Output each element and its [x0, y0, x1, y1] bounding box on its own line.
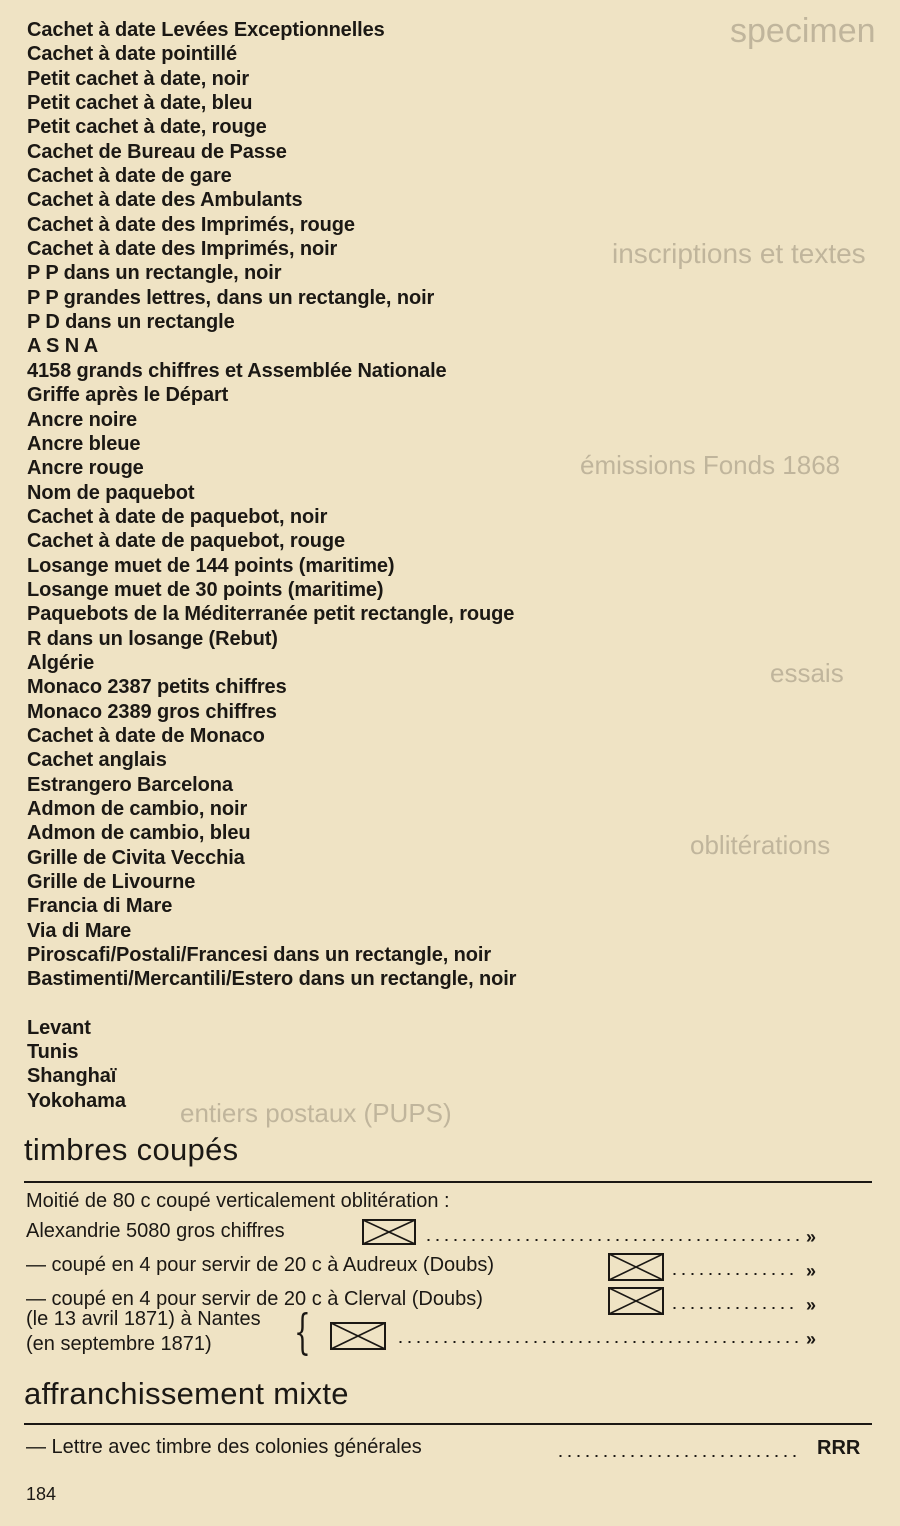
list-item: Grille de Civita Vecchia — [27, 846, 245, 869]
list-spacer — [27, 992, 516, 1016]
list-item: A S N A — [27, 335, 99, 358]
dot-leader — [670, 1307, 799, 1309]
show-through-text: oblitérations — [690, 830, 831, 860]
show-through-text: entiers postaux (PUPS) — [180, 1098, 452, 1128]
list-item: P P dans un rectangle, noir — [27, 262, 282, 285]
list-item: Yokohama — [27, 1089, 126, 1112]
list-item: Cachet à date des Ambulants — [27, 189, 303, 212]
brace-glyph: { — [294, 1304, 311, 1360]
coupes-row-alexandrie: Alexandrie 5080 gros chiffres — [26, 1220, 285, 1242]
show-through-text: essais — [770, 658, 844, 688]
coupes-row-nantes-date2: (en septembre 1871) — [26, 1333, 212, 1355]
list-item: Petit cachet à date, bleu — [27, 92, 253, 115]
list-item: R dans un losange (Rebut) — [27, 627, 278, 650]
stamp-box-icon — [608, 1253, 662, 1279]
list-item: P D dans un rectangle — [27, 311, 235, 334]
section-rule — [24, 1181, 872, 1183]
list-item: P P grandes lettres, dans un rectangle, noir — [27, 286, 435, 309]
price-ditto: » — [806, 1329, 817, 1349]
show-through-text: inscriptions et textes — [612, 238, 866, 269]
page-number: 184 — [26, 1484, 57, 1504]
list-item: Tunis — [27, 1041, 79, 1064]
dot-leader — [424, 1239, 799, 1241]
list-item: Admon de cambio, bleu — [27, 822, 251, 845]
coupes-row-nantes-date1: (le 13 avril 1871) à Nantes — [26, 1308, 261, 1330]
list-item: Cachet à date Levées Exceptionnelles — [27, 19, 385, 41]
list-item: Cachet à date de Monaco — [27, 724, 265, 747]
list-item: Cachet à date de paquebot, rouge — [27, 530, 345, 553]
list-item: Ancre noire — [27, 408, 138, 431]
list-item: Losange muet de 30 points (maritime) — [27, 578, 384, 601]
list-item: Cachet à date de paquebot, noir — [27, 505, 328, 528]
list-item: Griffe après le Départ — [27, 384, 229, 407]
list-item: Grille de Livourne — [27, 871, 196, 894]
list-item: Levant — [27, 1016, 91, 1039]
affranchissement-line: — Lettre avec timbre des colonies générales — [26, 1436, 422, 1458]
list-item: Losange muet de 144 points (maritime) — [27, 554, 395, 577]
list-item: Piroscafi/Postali/Francesi dans un rectangle, noir — [27, 944, 492, 967]
list-item: Cachet de Bureau de Passe — [27, 140, 287, 163]
price-ditto: » — [806, 1295, 817, 1315]
coupes-row-audreux: — coupé en 4 pour servir de 20 c à Audreux (Doubs) — [26, 1254, 495, 1276]
list-item: Monaco 2389 gros chiffres — [27, 700, 277, 723]
list-item: Cachet anglais — [27, 749, 167, 772]
list-item: Monaco 2387 petits chiffres — [27, 676, 287, 699]
list-item: Cachet à date des Imprimés, rouge — [27, 213, 355, 236]
price-ditto: » — [806, 1227, 817, 1247]
list-item: Nom de paquebot — [27, 481, 195, 504]
stamp-box-icon — [330, 1322, 384, 1348]
dot-leader — [556, 1455, 800, 1457]
cancellation-list — [27, 18, 516, 1113]
coupes-row-clerval: — coupé en 4 pour servir de 20 c à Clerval (Doubs) — [26, 1288, 483, 1310]
stamp-box-icon — [362, 1219, 416, 1245]
list-item: Via di Mare — [27, 919, 132, 942]
list-item: Cachet à date pointillé — [27, 43, 237, 66]
dot-leader — [670, 1273, 799, 1275]
list-item: Petit cachet à date, rouge — [27, 116, 267, 139]
list-item: Shanghaï — [27, 1065, 117, 1088]
list-item: 4158 grands chiffres et Assemblée Nationale — [27, 359, 447, 382]
list-item: Cachet à date de gare — [27, 165, 232, 188]
section-heading-timbres-coupes: timbres coupés — [24, 1132, 239, 1167]
show-through-text: specimen — [730, 12, 876, 50]
list-item: Cachet à date des Imprimés, noir — [27, 238, 338, 261]
dot-leader — [396, 1341, 799, 1343]
list-item: Petit cachet à date, noir — [27, 67, 250, 90]
list-item: Paquebots de la Méditerranée petit rectangle, rouge — [27, 603, 515, 626]
list-item: Estrangero Barcelona — [27, 773, 233, 796]
show-through-text: émissions Fonds 1868 — [580, 450, 841, 480]
list-item: Algérie — [27, 651, 95, 674]
coupes-intro: Moitié de 80 c coupé verticalement oblitération : — [26, 1190, 450, 1212]
rarity-label: RRR — [817, 1437, 861, 1459]
price-ditto: » — [806, 1261, 817, 1281]
stamp-box-icon — [608, 1287, 662, 1313]
list-item: Francia di Mare — [27, 895, 173, 918]
list-item: Admon de cambio, noir — [27, 798, 248, 820]
section-rule — [24, 1423, 872, 1425]
list-item: Bastimenti/Mercantili/Estero dans un rectangle, noir — [27, 968, 517, 991]
list-item: Ancre bleue — [27, 432, 141, 455]
list-item: Ancre rouge — [27, 457, 144, 480]
section-heading-affranchissement: affranchissement mixte — [24, 1376, 349, 1411]
